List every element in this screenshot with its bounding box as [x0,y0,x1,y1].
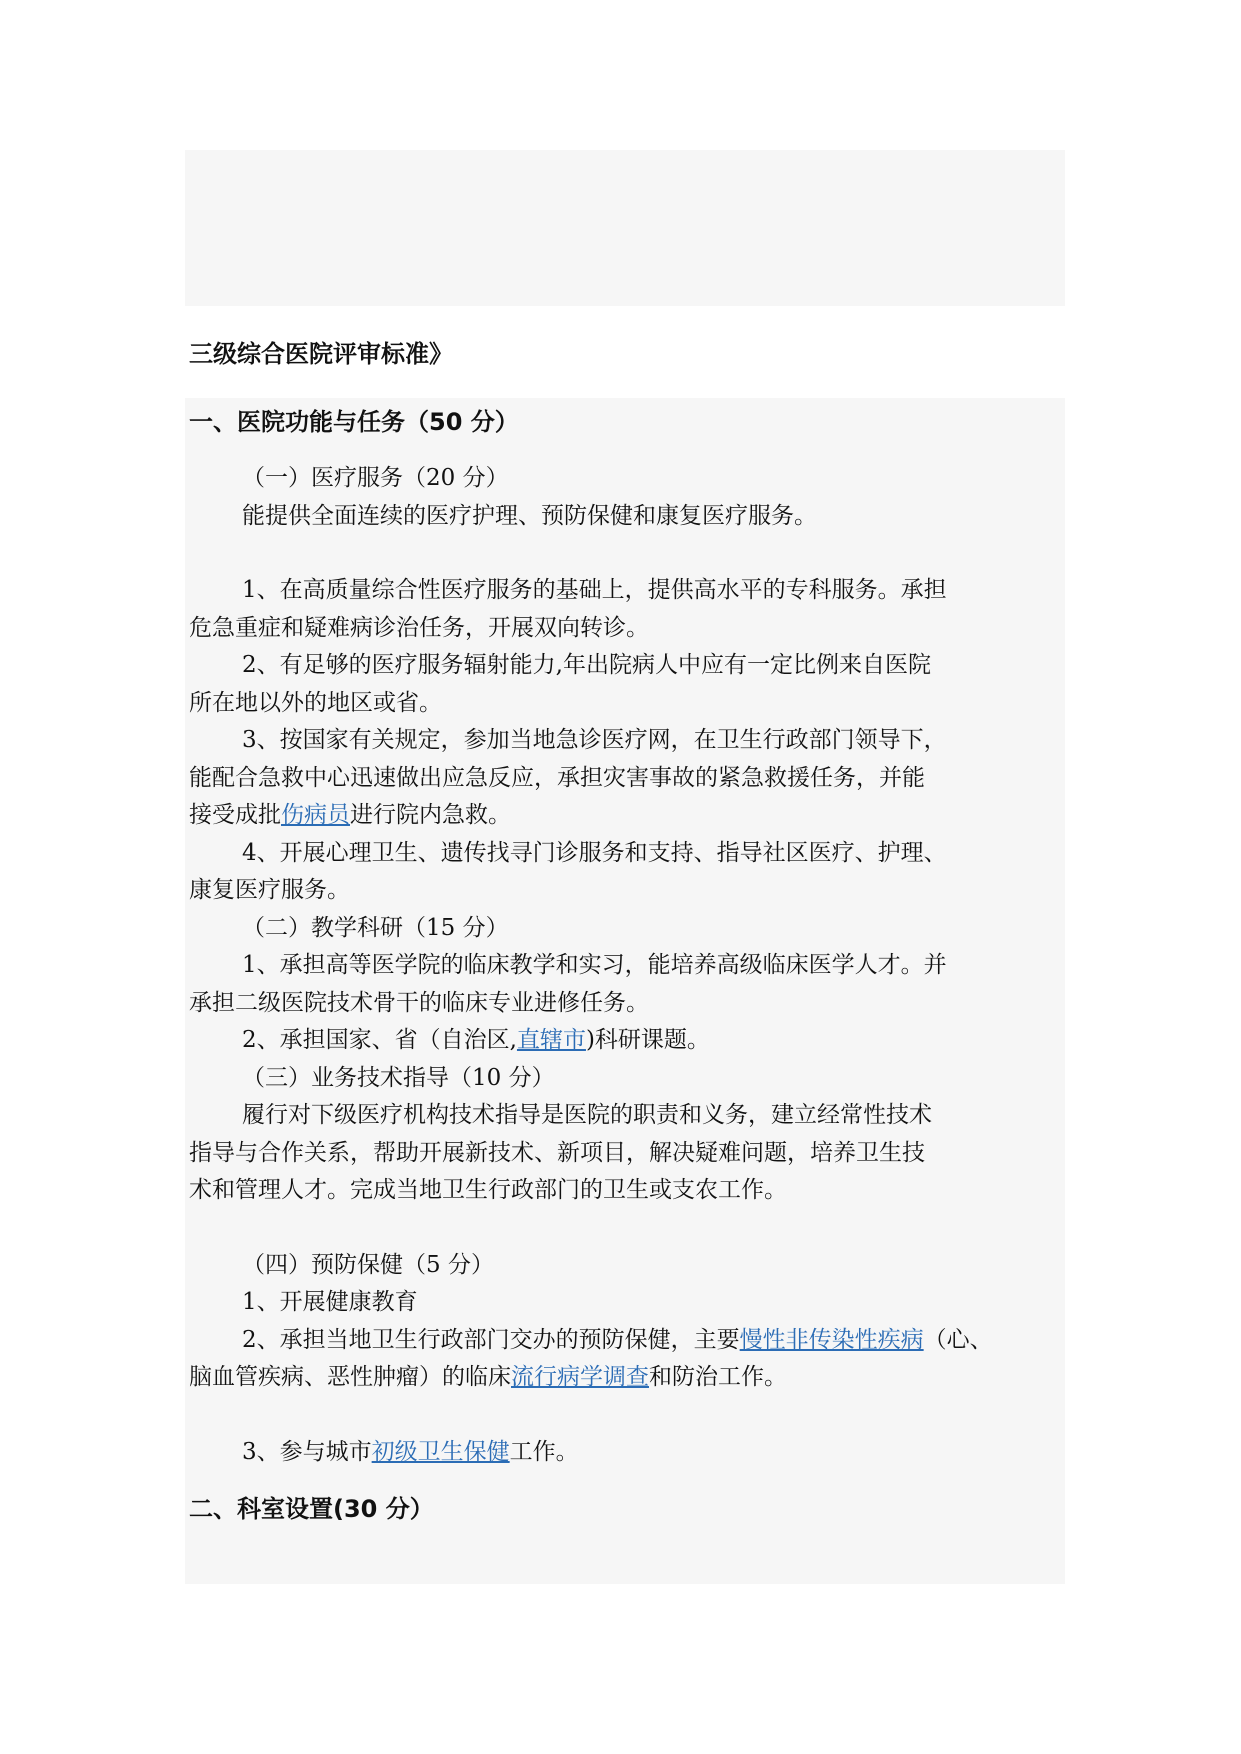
text-segment: 2、承担当地卫生行政部门交办的预防保健，主要 [242,1326,740,1353]
spacer [189,535,1065,572]
part-3-line-1: 履行对下级医疗机构技术指导是医院的职责和义务，建立经常性技术 [242,1102,932,1128]
part-4-item-1: 1、开展健康教育 [242,1289,418,1315]
part-2-item-2 [189,1022,1065,1060]
section-1-heading: 一、医院功能与任务（50 分） [189,408,519,436]
part-3-line-3: 术和管理人才。完成当地卫生行政部门的卫生或支农工作。 [189,1177,787,1203]
document-title: 三级综合医院评审标准》 [189,340,453,368]
part-2-heading: （二）教学科研（15 分） [242,914,509,941]
part-4-heading: （四）预防保健（5 分） [242,1251,494,1278]
part-1-item-2-line-2: 所在地以外的地区或省。 [189,689,442,716]
text-segment: 进行院内急救。 [350,802,511,828]
part-1-item-1-line-2: 危急重症和疑难病诊治任务，开展双向转诊。 [189,614,649,641]
part-1-intro: 能提供全面连续的医疗护理、预防保健和康复医疗服务。 [242,502,817,529]
part-2-item-1-line-1: 1、承担高等医学院的临床教学和实习，能培养高级临床医学人才。并 [242,952,947,978]
text-segment: 3、参与城市 [242,1438,372,1465]
part-1-item-3-line-1: 3、按国家有关规定，参加当地急诊医疗网，在卫生行政部门领导下， [242,727,947,753]
text-segment: 2、承担国家、省（自治区, [242,1027,517,1053]
link-primary-health-care[interactable]: 初级卫生保健 [371,1438,510,1465]
part-1-item-4-line-2: 康复医疗服务。 [189,877,350,903]
part-2-item-1-line-2: 承担二级医院技术骨干的临床专业进修任务。 [189,989,649,1016]
part-1-item-3-line-3 [189,797,1065,835]
part-4-item-3 [189,1434,1065,1472]
spacer [189,1471,1065,1489]
part-4-item-2-line-1 [189,1322,1065,1360]
part-1-item-3-line-2: 能配合急救中心迅速做出应急反应，承担灾害事故的紧急救援任务，并能 [189,764,925,791]
part-1-item-4-line-1: 4、开展心理卫生、遗传找寻门诊服务和支持、指导社区医疗、护理、 [242,839,947,866]
text-segment: 脑血管疾病、恶性肿瘤）的临床 [189,1364,511,1390]
part-3-line-2: 指导与合作关系，帮助开展新技术、新项目，解决疑难问题，培养卫生技 [189,1139,925,1166]
link-zhixiashi[interactable]: 直辖市 [516,1027,586,1053]
text-segment: （心、 [923,1326,993,1353]
text-segment: )科研课题。 [585,1027,710,1053]
spacer [189,442,1065,460]
part-4-item-2-line-2 [189,1359,1065,1397]
text-segment: 工作。 [509,1438,579,1465]
part-1-item-1-line-1: 1、在高质量综合性医疗服务的基础上，提供高水平的专科服务。承担 [242,577,947,603]
text-segment: 接受成批 [189,802,281,828]
link-epidemiology-survey[interactable]: 流行病学调查 [511,1364,649,1390]
section-2-heading: 二、科室设置(30 分） [189,1495,434,1523]
part-1-item-2-line-1: 2、有足够的医疗服务辐射能力,年出院病人中应有一定比例来自医院 [242,652,931,678]
document-body [185,398,1065,1584]
text-segment: 和防治工作。 [649,1364,787,1390]
spacer [189,1397,1065,1434]
spacer [189,1210,1065,1247]
part-3-heading: （三）业务技术指导（10 分） [242,1064,555,1091]
part-1-heading: （一）医疗服务（20 分） [242,465,509,491]
link-shangbingyuan[interactable]: 伤病员 [281,802,350,828]
header-placeholder-panel [185,150,1065,306]
link-chronic-disease[interactable]: 慢性非传染性疾病 [739,1326,924,1353]
